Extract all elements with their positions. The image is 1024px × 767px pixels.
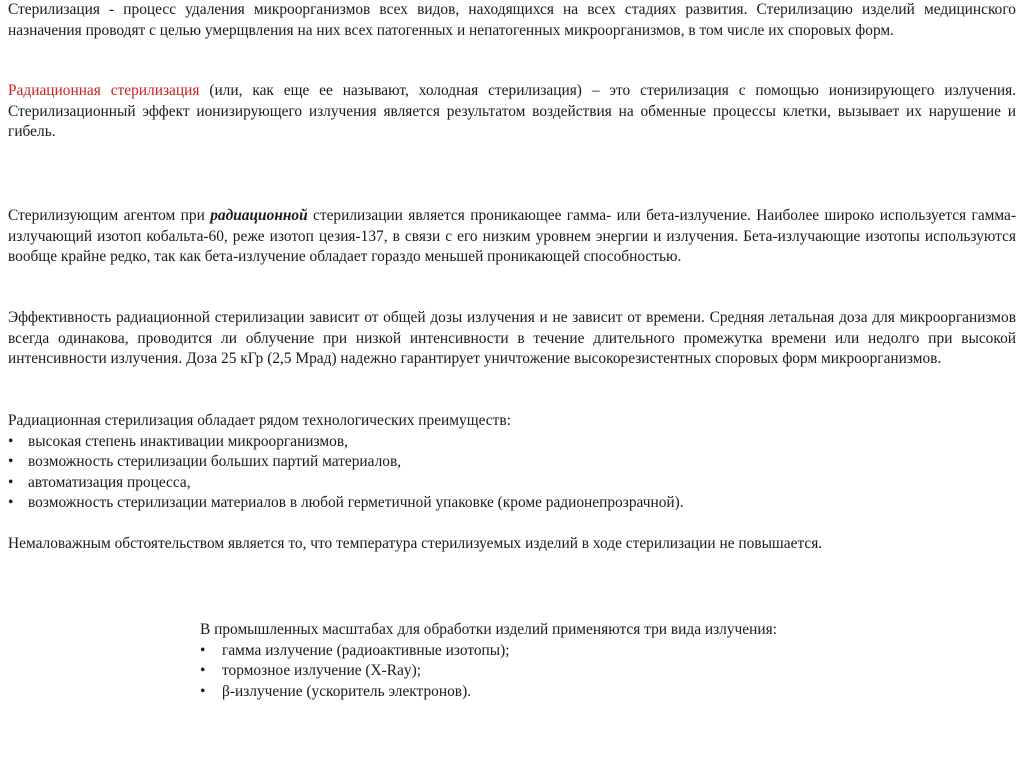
list-item-text: возможность стерилизации больших партий материалов,	[28, 453, 402, 470]
paragraph-text-before: Стерилизующим агентом при	[8, 207, 211, 224]
bullet-icon: •	[8, 432, 14, 450]
bullet-icon: •	[200, 641, 206, 659]
paragraph-text-after: стерилизации является проникающее гамма- или бета-излучение. Наиболее широко используется гамма-излучающий изотоп кобальта-60, реже изотоп цезия-137, в связи с его низким уровнем энергии и излучения. Бета-излучающие изотопы используются вообще крайне редко, так как бета-излучение обладает гораздо меньшей проникающей способностью.	[8, 207, 1016, 265]
list-item	[8, 452, 1016, 473]
bullet-icon: •	[8, 453, 14, 470]
bullet-icon: •	[8, 473, 14, 491]
highlighted-term: Радиационная стерилизация	[8, 82, 200, 99]
advantages-list	[8, 432, 1016, 514]
definition-paragraph: Стерилизация - процесс удаления микроорганизмов всех видов, находящихся на всех стадиях развития. Стерилизацию изделий медицинского назначения проводят с целью умерщвления на них всех патогенных и непатогенных микроорганизмов, в том числе их споровых форм.	[8, 1, 1016, 39]
list-item-text: возможность стерилизации материалов в любой герметичной упаковке (кроме радионепрозрачной).	[28, 494, 684, 511]
list-item	[8, 493, 1016, 514]
emphasized-word: радиационной	[210, 207, 308, 224]
list-item-text: высокая степень инактивации микроорганизмов,	[28, 432, 348, 450]
list-item-text: β-излучение (ускоритель электронов).	[222, 682, 472, 700]
list-item	[200, 641, 860, 662]
bullet-icon: •	[200, 682, 206, 700]
bullet-icon: •	[8, 494, 14, 511]
bullet-icon: •	[200, 662, 206, 679]
list-item	[200, 661, 860, 682]
list-item-text: автоматизация процесса,	[28, 473, 191, 491]
list-item	[8, 432, 1016, 453]
radiation-sterilization-paragraph	[8, 81, 1016, 143]
sterilizing-agent-paragraph	[8, 206, 1016, 268]
list-item	[200, 682, 860, 703]
list-item-text: гамма излучение (радиоактивные изотопы);	[222, 641, 510, 659]
paragraph-text: (или, как еще ее называют, холодная стерилизация) – это стерилизация с помощью ионизирующего излучения. Стерилизационный эффект ионизирующего излучения является результатом воздействия на обменные процессы клетки, вызывает их нарушение и гибель.	[8, 82, 1017, 140]
advantages-intro: Радиационная стерилизация обладает рядом технологических преимуществ:	[8, 412, 511, 429]
advantages-section	[8, 411, 1016, 514]
radiation-types-list	[200, 641, 860, 703]
list-item	[8, 473, 1016, 494]
radiation-types-intro: В промышленных масштабах для обработки изделий применяются три вида излучения:	[200, 621, 777, 638]
list-item-text: тормозное излучение (X-Ray);	[222, 662, 421, 679]
radiation-types-section	[200, 620, 860, 702]
temperature-paragraph: Немаловажным обстоятельством является то, что температура стерилизуемых изделий в ходе стерилизации не повышается.	[8, 535, 823, 552]
efficiency-paragraph: Эффективность радиационной стерилизации зависит от общей дозы излучения и не зависит от времени. Средняя летальная доза для микроорганизмов всегда одинакова, проводится ли облучение при низкой интенсивности в течение длительного промежутка времени или недолго при высокой интенсивности излучения. Доза 25 кГр (2,5 Мрад) надежно гарантирует уничтожение высокорезистентных споровых форм микроорганизмов.	[8, 309, 1016, 367]
